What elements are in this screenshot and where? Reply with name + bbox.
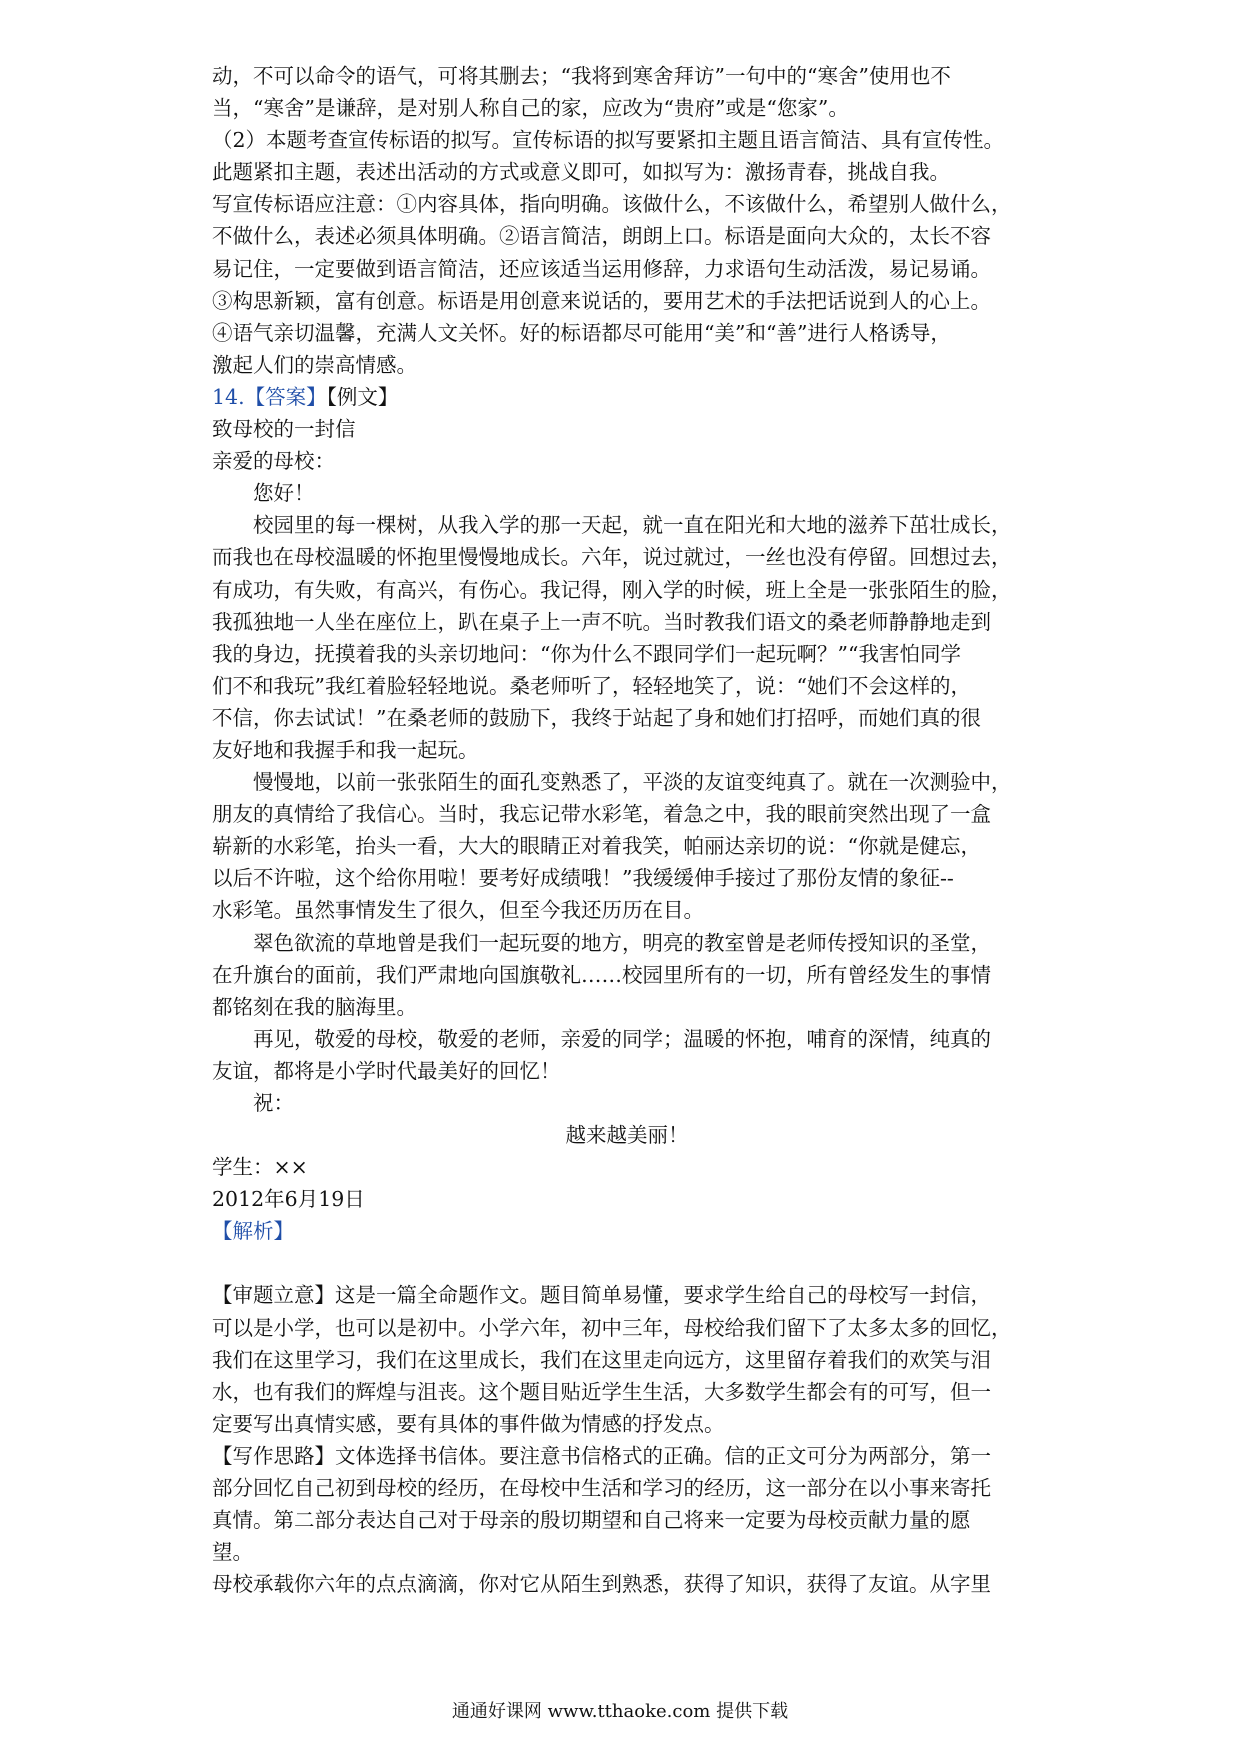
letter-wish: 祝： (253, 1091, 294, 1115)
letter-salutation: 亲爱的母校： (212, 449, 335, 474)
text-line: 激起人们的崇高情感。 (212, 352, 417, 377)
analysis-approach (212, 1440, 1042, 1600)
text-line: 定要写出真情实感，要有具体的事件做为情感的抒发点。 (212, 1411, 725, 1436)
analysis-label: 【解析】 (212, 1219, 294, 1244)
text-line: 校园里的每一棵树，从我入学的那一天起，就一直在阳光和大地的滋养下茁壮成长， (253, 513, 1012, 538)
text-line: 我的身边，抚摸着我的头亲切地问：“你为什么不跟同学们一起玩啊？”“我害怕同学 (212, 641, 961, 666)
text-line: 【审题立意】这是一篇全命题作文。题目简单易懂，要求学生给自己的母校写一封信， (212, 1283, 991, 1308)
text-line: 而我也在母校温暖的怀抱里慢慢地成长。六年，说过就过，一丝也没有停留。回想过去， (212, 545, 1012, 570)
letter-paragraph-2 (212, 766, 1042, 926)
letter-paragraph-1 (212, 509, 1042, 766)
answer-heading (212, 381, 1042, 413)
text-line: 水彩笔。虽然事情发生了很久，但至今我还历历在目。 (212, 898, 704, 923)
text-line: 再见，敬爱的母校，敬爱的老师，亲爱的同学；温暖的怀抱，哺育的深情，纯真的 (253, 1026, 991, 1051)
text-line: 真情。第二部分表达自己对于母亲的殷切期望和自己将来一定要为母校贡献力量的愿 (212, 1508, 971, 1533)
text-line: ③构思新颖，富有创意。标语是用创意来说话的，要用艺术的手法把话说到人的心上。 (212, 288, 991, 313)
letter-paragraph-4 (212, 1023, 1042, 1087)
answer-explanation-block (212, 60, 1042, 381)
text-line: 都铭刻在我的脑海里。 (212, 994, 417, 1019)
text-line: 望。 (212, 1540, 253, 1565)
letter-title: 致母校的一封信 (212, 417, 356, 442)
text-line: 易记住，一定要做到语言简洁，还应该适当运用修辞，力求语句生动活泼，易记易诵。 (212, 256, 991, 281)
answer-label: 14.【答案】 (212, 384, 327, 409)
text-line: 朋友的真情给了我信心。当时，我忘记带水彩笔，着急之中，我的眼前突然出现了一盒 (212, 802, 991, 827)
text-line: 有成功，有失败，有高兴，有伤心。我记得，刚入学的时候，班上全是一张张陌生的脸， (212, 577, 1012, 602)
text-line: 此题紧扣主题，表述出活动的方式或意义即可，如拟写为：激扬青春，挑战自我。 (212, 160, 950, 185)
text-line: 在升旗台的面前，我们严肃地向国旗敬礼……校园里所有的一切，所有曾经发生的事情 (212, 962, 991, 987)
text-line: 我孤独地一人坐在座位上，趴在桌子上一声不吭。当时教我们语文的桑老师静静地走到 (212, 609, 991, 634)
text-line: 水，也有我们的辉煌与沮丧。这个题目贴近学生生活，大多数学生都会有的可写，但一 (212, 1379, 991, 1404)
text-line: 不做什么，表述必须具体明确。②语言简洁，朗朗上口。标语是面向大众的，太长不容 (212, 224, 991, 249)
document-body (212, 60, 1042, 1600)
text-line: 崭新的水彩笔，抬头一看，大大的眼睛正对着我笑，帕丽达亲切的说：“你就是健忘， (212, 834, 981, 859)
letter-wish-line: 越来越美丽！ (565, 1123, 689, 1148)
text-line: 不信，你去试试！”在桑老师的鼓励下，我终于站起了身和她们打招呼，而她们真的很 (212, 705, 981, 730)
text-line: 写宣传标语应注意：①内容具体，指向明确。该做什么，不该做什么，希望别人做什么， (212, 192, 1012, 217)
text-line: 翠色欲流的草地曾是我们一起玩耍的地方，明亮的教室曾是老师传授知识的圣堂， (253, 930, 991, 955)
text-line: 动，不可以命令的语气，可将其删去；“我将到寒舍拜访”一句中的“寒舍”使用也不 (212, 64, 951, 88)
text-line: ④语气亲切温馨，充满人文关怀。好的标语都尽可能用“美”和“善”进行人格诱导， (212, 320, 951, 345)
text-line: 部分回忆自己初到母校的经历，在母校中生活和学习的经历，这一部分在以小事来寄托 (212, 1476, 991, 1501)
text-line: 友好地和我握手和我一起玩。 (212, 737, 479, 762)
text-line: 友谊，都将是小学时代最美好的回忆！ (212, 1058, 561, 1083)
text-line: 慢慢地，以前一张张陌生的面孔变熟悉了，平淡的友谊变纯真了。就在一次测验中， (253, 770, 1012, 795)
analysis-theme (212, 1279, 1042, 1439)
text-line: （2）本题考查宣传标语的拟写。宣传标语的拟写要紧扣主题且语言简洁、具有宣传性。 (212, 128, 1005, 153)
example-label: 【例文】 (326, 384, 399, 409)
text-line: 母校承载你六年的点点滴滴，你对它从陌生到熟悉，获得了知识，获得了友谊。从字里 (212, 1572, 991, 1597)
blank-line (212, 1247, 1042, 1279)
letter-greeting: 您好！ (253, 481, 315, 506)
text-line: 可以是小学，也可以是初中。小学六年，初中三年，母校给我们留下了太多太多的回忆， (212, 1315, 1012, 1340)
text-line: 当，“寒舍”是谦辞，是对别人称自己的家，应改为“贵府”或是“您家”。 (212, 96, 849, 121)
letter-paragraph-3 (212, 927, 1042, 1023)
letter-signature: 学生：×× (212, 1155, 308, 1180)
text-line: 们不和我玩”我红着脸轻轻地说。桑老师听了，轻轻地笑了，说：“她们不会这样的， (212, 673, 971, 698)
text-line: 我们在这里学习，我们在这里成长，我们在这里走向远方，这里留存着我们的欢笑与泪 (212, 1347, 991, 1372)
page-footer: 通通好课网 www.tthaoke.com 提供下载 (451, 1701, 789, 1722)
text-line: 【写作思路】文体选择书信体。要注意书信格式的正确。信的正文可分为两部分，第一 (212, 1443, 991, 1468)
text-line: 以后不许啦，这个给你用啦！要考好成绩哦！”我缓缓伸手接过了那份友情的象征-- (212, 866, 954, 891)
letter-date: 2012年6月19日 (212, 1187, 365, 1212)
